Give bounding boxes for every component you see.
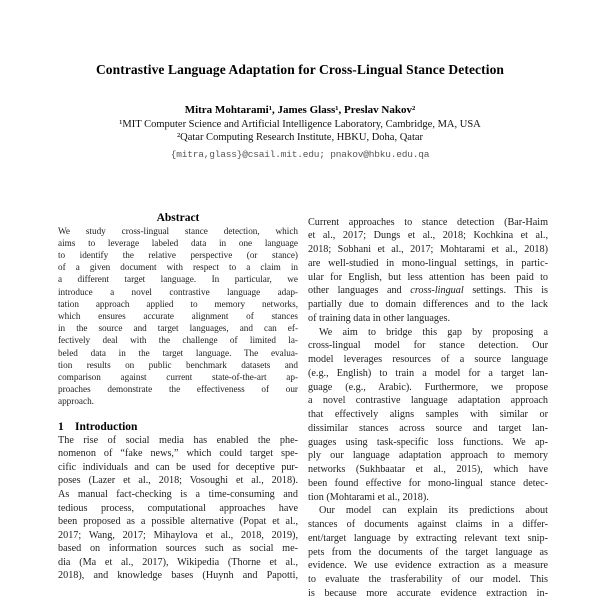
text-line: poses (Lazer et al., 2018; Vosoughi et al., 2018). (58, 475, 298, 487)
text-line: 2018; Sobhani et al., 2017; Mohtarami et al., 2018) (308, 244, 548, 255)
text-line: beled data in the target language. The evalua- (58, 347, 298, 358)
text-line: aims to leverage labeled data in one language (58, 237, 298, 248)
right-paragraph-2 (308, 326, 548, 505)
text-line: model leverages resources of a source language (308, 354, 548, 365)
text-line: The rise of social media has enabled the phe- (58, 434, 298, 446)
text-line: comparison against current state-of-the-art ap- (58, 371, 298, 382)
text-line: nomenon of “fake news,” which could target spe- (58, 448, 298, 460)
text-line: to evaluate the trasferability of our model. This (308, 574, 548, 585)
column-right (308, 211, 548, 601)
text-line: We aim to bridge this gap by proposing a (319, 326, 548, 338)
two-column-body (58, 211, 548, 601)
text-line: cross-lingual model for stance detection. Our (308, 340, 548, 352)
text-line: 2017; Wang, 2017; Mihaylova et al., 2018, 2019), (58, 529, 298, 541)
text-line: evidence. We use evidence extraction as a measure (308, 560, 548, 572)
text-line: guages using task-specific loss functions. We ap- (308, 436, 548, 448)
text-line: a different target language. In particular, we (58, 274, 298, 285)
text-line: dissimilar stances across source and target lan- (308, 422, 548, 434)
intro-paragraph-1 (58, 434, 298, 584)
text-line: are well-studied in mono-lingual settings, in partic- (308, 257, 548, 269)
abstract-heading: Abstract (156, 211, 200, 224)
text-line: ply our language adaptation approach to memory (308, 450, 548, 462)
text-line: et al., 2017; Dungs et al., 2018; Kochkina et al., (308, 230, 548, 242)
text-line: other languages and cross-lingual settings. This is (308, 285, 548, 297)
text-line: Our model can explain its predictions about (319, 505, 548, 517)
text-line: tion results on public benchmark datasets and (58, 359, 298, 370)
right-paragraph-1 (308, 216, 548, 326)
email-line: {mitra,glass}@csail.mit.edu; pnakov@hbku.edu.qa (170, 148, 430, 160)
text-line: in the source and target languages, and can ef- (58, 323, 298, 334)
text-line: fectively deal with the challenge of limited la- (58, 335, 298, 346)
text-line: guage (e.g., Arabic). Furthermore, we propose (308, 381, 548, 393)
text-line: As manual fact-checking is a time-consuming and (58, 488, 298, 500)
affiliation-line-1: ¹MIT Computer Science and Artificial Intelligence Laboratory, Cambridge, MA, USA (119, 118, 481, 130)
abstract-paragraph (58, 225, 298, 408)
section-heading-introduction (58, 420, 298, 434)
text-line: Current approaches to stance detection (Bar-Haim (308, 216, 548, 228)
text-line: approach. (58, 396, 94, 407)
column-left (58, 211, 298, 601)
text-line: partially due to domain differences and to the lack (308, 299, 548, 310)
text-line: been proposed as a possible alternative (Popat et al., (58, 516, 298, 528)
authors-line: Mitra Mohtarami¹, James Glass¹, Preslav Nakov² (184, 104, 416, 116)
text-line: tedious process, computational approaches have (58, 502, 298, 514)
text-line: of a given document with respect to a claim in (58, 262, 298, 273)
text-line: is because more accurate evidence extraction in- (308, 587, 548, 599)
text-line: a novel contrastive language adaptation approach (308, 395, 548, 407)
page-title: Contrastive Language Adaptation for Cross-Lingual Stance Detection (95, 62, 505, 77)
section-title: Introduction (75, 420, 138, 433)
paper-header (0, 0, 600, 161)
text-line: introduce a novel contrastive language adap- (58, 286, 298, 297)
text-line: stances of documents against claims in a differ- (308, 519, 548, 530)
section-number: 1 (58, 420, 64, 433)
affiliation-line-2: ²Qatar Computing Research Institute, HBKU, Doha, Qatar (176, 132, 424, 143)
text-line: been found effective for mono-lingual stance detec- (308, 477, 548, 489)
text-line: to identify the relative perspective (or stance) (58, 249, 298, 260)
text-line: tation approach applied to memory networks, (58, 298, 298, 309)
text-line: cific individuals and can be used for deceptive pur- (58, 461, 298, 473)
text-line: networks (Sukhbaatar et al., 2015), which have (308, 464, 548, 475)
text-line: of training data in other languages. (308, 312, 451, 324)
text-line: that effectively aligns samples with similar or (308, 409, 548, 420)
text-line: We study cross-lingual stance detection, which (58, 225, 298, 236)
right-paragraph-3 (308, 504, 548, 600)
text-line: ent/target language by extracting relevant text snip- (308, 532, 548, 544)
text-line: (e.g., English) to train a model for a target lan- (308, 367, 548, 379)
text-line: tion (Mohtarami et al., 2018). (308, 491, 429, 503)
text-line: which ensures accurate alignment of stances (58, 310, 298, 321)
text-line: dia (Ma et al., 2017), Wikipedia (Thorne et al., (58, 556, 298, 568)
text-line: pets from the documents of the target language as (308, 546, 548, 558)
text-line: based on information sources such as social me- (58, 543, 298, 555)
text-line: ular for English, but less attention has been paid to (308, 271, 548, 283)
text-line: proaches demonstrate the effectiveness of our (58, 384, 298, 395)
text-line: 2018), and knowledge bases (Huynh and Papotti, (58, 570, 298, 582)
